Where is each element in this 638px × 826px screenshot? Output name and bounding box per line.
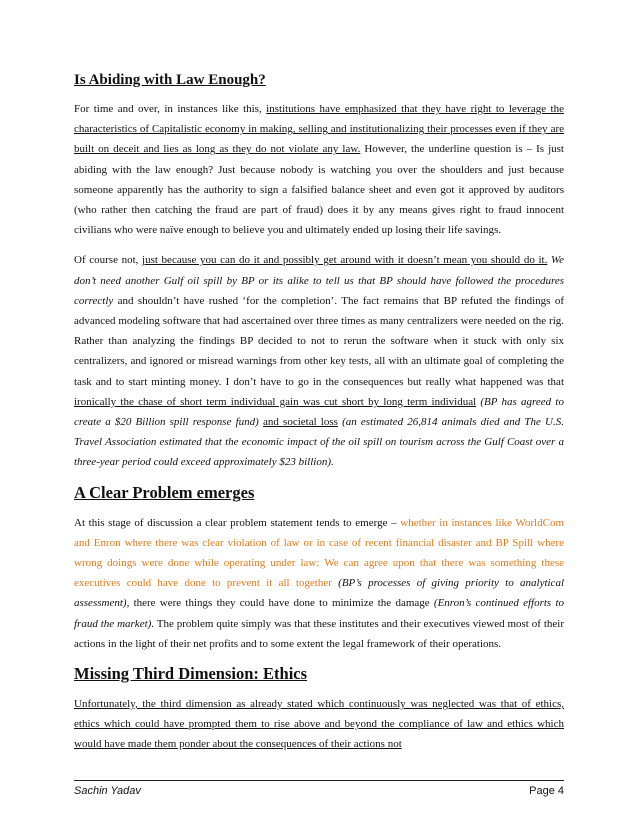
footer-page-number: Page 4: [529, 785, 564, 797]
underlined-text: ironically the chase of short term individual gain was cut short by long term individual: [74, 395, 477, 408]
italic-text: (Enron’s continued efforts to fraud the market): [74, 597, 565, 630]
paragraph-clear-problem: [74, 513, 564, 654]
footer-row: [74, 785, 564, 797]
text-run: At this stage of discussion a clear problem statement tends to emerge –: [74, 516, 401, 529]
underlined-text: and societal loss: [263, 416, 338, 429]
paragraph-bp-spill: [74, 250, 564, 472]
text-run: However, the underline question is – Is just abiding with the law enough? Just because nobody is watching you over the shoulders and just because someone apparently has the authority to sign a falsified balance sheet and even got it approved by auditors (who rather then catching the fraud are part of fraud) does it by any means gives right to fraud innocent civilians who were naïve enough to believe you and ultimately ended up losing their life savings.: [74, 143, 564, 237]
paragraph-ethics: [74, 694, 564, 755]
underlined-text: institutions have emphasized that they have right to leverage the characteristics of Capitalistic economy in making, selling and institutionalizing their processes even if they are built on deceit and lies as long as they do not violate any law.: [74, 103, 564, 156]
italic-text: (BP’s processes of giving priority to analytical assessment): [74, 577, 564, 610]
page-footer: [74, 780, 564, 797]
highlighted-text: whether in instances like WorldCom and Enron where there was clear violation of law or in case of recent financial disaster and BP Spill where wrong doings were done while operating under law: We can agree upon that there was something these executives could have done to prevent it all together: [74, 516, 565, 590]
underlined-text: Unfortunately, the third dimension as already stated which continuously was neglected was that of ethics, ethics which could have prompted them to rise above and beyond the compliance of law and ethics which would have made them ponder about the consequences of their actions not: [74, 698, 564, 751]
text-run: and shouldn’t have rushed ‘for the completion’. The fact remains that BP refuted the findings of advanced modeling software that had ascertained over three times as many centralizers were needed on the rig. Rather than analyzing the findings BP decided to not to rerun the software when it stuck with only six centralizers, and ignored or misread warnings from other key tests, all with an ultimate goal of completing the task and to start minting money. I don’t have to go in the consequences but really what happened was that: [74, 294, 564, 388]
italic-text: We don’t need another Gulf oil spill by BP or its alike to tell us that BP should have followed the procedures correctly: [74, 254, 564, 307]
section-heading-clear-problem: A Clear Problem emerges: [74, 482, 255, 502]
section-heading-ethics: Missing Third Dimension: Ethics: [74, 664, 308, 684]
footer-divider: [74, 780, 564, 781]
paragraph-abiding-law: [74, 99, 564, 240]
underlined-text: just because you can do it and possibly get around with it doesn’t mean you should do it.: [142, 254, 548, 267]
italic-text: (BP has agreed to create a $20 Billion spill response fund): [74, 395, 564, 429]
text-run: , there were things they could have done to minimize the damage: [126, 597, 434, 610]
footer-author: Sachin Yadav: [74, 785, 141, 797]
page-content: [74, 72, 564, 755]
text-run: . The problem quite simply was that these institutes and their executives viewed most of their actions in the light of their net profits and to some extent the legal framework of their operations.: [74, 617, 564, 650]
text-run: For time and over, in instances like this,: [74, 103, 267, 115]
italic-text: (an estimated 26,814 animals died and The U.S. Travel Association estimated that the economic impact of the oil spill on tourism across the Gulf Coast over a three-year period could exceed approximately $23 billion).: [74, 416, 564, 469]
section-heading-abiding-law: Is Abiding with Law Enough?: [74, 72, 266, 88]
text-run: Of course not,: [74, 254, 143, 267]
